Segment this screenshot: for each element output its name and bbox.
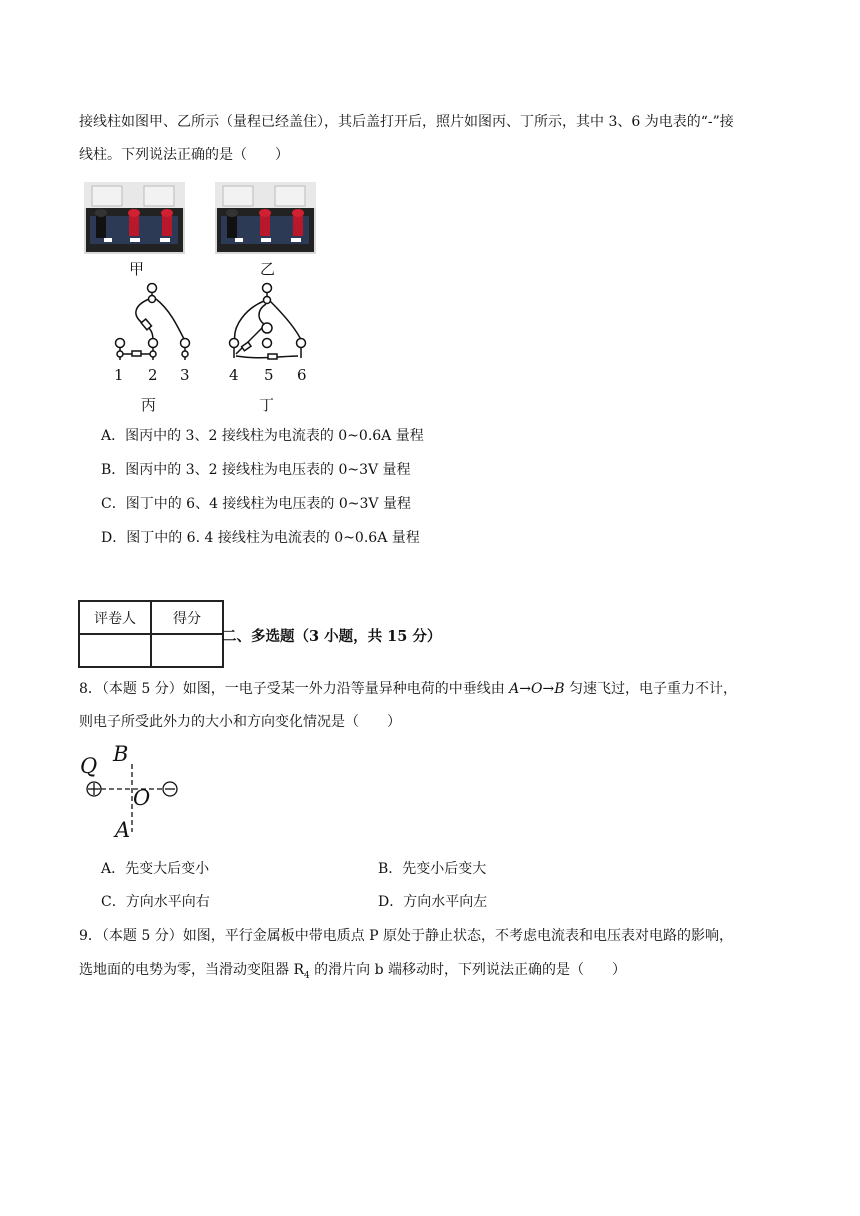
q8-stem-line2: 则电子所受此外力的大小和方向变化情况是（ ） — [79, 714, 401, 730]
q7-option-d: D．图丁中的 6. 4 接线柱为电流表的 0~0.6A 量程 — [101, 530, 420, 546]
q7-stem-line1: 接线柱如图甲、乙所示（量程已经盖住），其后盖打开后，照片如图丙、丁所示，其中 3、6 为电表的“-”接 — [79, 114, 734, 130]
q8-path: A→O→B — [509, 681, 565, 697]
terminal-number-1: 1 — [114, 366, 124, 384]
circuit-diagram-bing — [105, 280, 200, 365]
q8-figure — [80, 742, 190, 842]
score-box-score-cell — [151, 634, 223, 667]
q9-stem-line2 — [79, 960, 626, 986]
q7-option-c: C．图丁中的 6、4 接线柱为电压表的 0~3V 量程 — [101, 496, 411, 512]
q8-option-d: D．方向水平向左 — [378, 894, 488, 910]
fig-label-jia: 甲 — [129, 260, 145, 278]
q9-stem-line2-part1: 选地面的电势为零，当滑动变阻器 R — [79, 962, 304, 978]
q8-stem-line1 — [79, 679, 737, 699]
q7-option-b: B．图丙中的 3、2 接线柱为电压表的 0~3V 量程 — [101, 462, 411, 478]
q7-stem-line2: 线柱。下列说法正确的是（ ） — [79, 147, 289, 163]
terminal-number-4: 4 — [229, 366, 239, 384]
score-box-grader-label: 评卷人 — [79, 601, 151, 634]
fig-label-bing: 丙 — [141, 396, 157, 414]
terminal-number-2: 2 — [148, 366, 158, 384]
terminal-number-6: 6 — [297, 366, 307, 384]
terminal-number-3: 3 — [180, 366, 190, 384]
q8-option-a: A．先变大后变小 — [101, 861, 210, 877]
fig-label-ding: 丁 — [259, 396, 275, 414]
meter-photo-yi — [215, 182, 316, 254]
circuit-diagram-ding — [222, 280, 317, 365]
q9-stem-line2-part2: 的滑片向 b 端移动时，下列说法正确的是（ ） — [309, 962, 627, 978]
score-box-score-label: 得分 — [151, 601, 223, 634]
point-label-b: B — [113, 742, 129, 766]
point-label-o: O — [133, 786, 151, 810]
score-box-grader-cell — [79, 634, 151, 667]
section-title-multiple-choice: 二、多选题（3 小题，共 15 分） — [222, 628, 442, 645]
q9-stem-line1: 9．（本题 5 分）如图，平行金属板中带电质点 P 原处于静止状态，不考虑电流表和电压表对电路的影响， — [79, 928, 734, 944]
fig-label-yi: 乙 — [260, 260, 276, 278]
q8-stem-part2: 匀速飞过，电子重力不计， — [564, 681, 737, 697]
q8-option-b: B．先变小后变大 — [378, 861, 487, 877]
q8-stem-part1: 8．（本题 5 分）如图，一电子受某一外力沿等量异种电荷的中垂线由 — [79, 681, 510, 697]
q8-option-c: C．方向水平向右 — [101, 894, 210, 910]
q7-option-a: A．图丙中的 3、2 接线柱为电流表的 0~0.6A 量程 — [101, 428, 424, 444]
terminal-number-5: 5 — [264, 366, 274, 384]
point-label-a: A — [115, 818, 131, 842]
meter-photo-jia — [84, 182, 185, 254]
charge-label-q: Q — [80, 754, 98, 778]
score-box — [78, 600, 224, 668]
q9-resistor-subscript: 4 — [304, 970, 310, 981]
